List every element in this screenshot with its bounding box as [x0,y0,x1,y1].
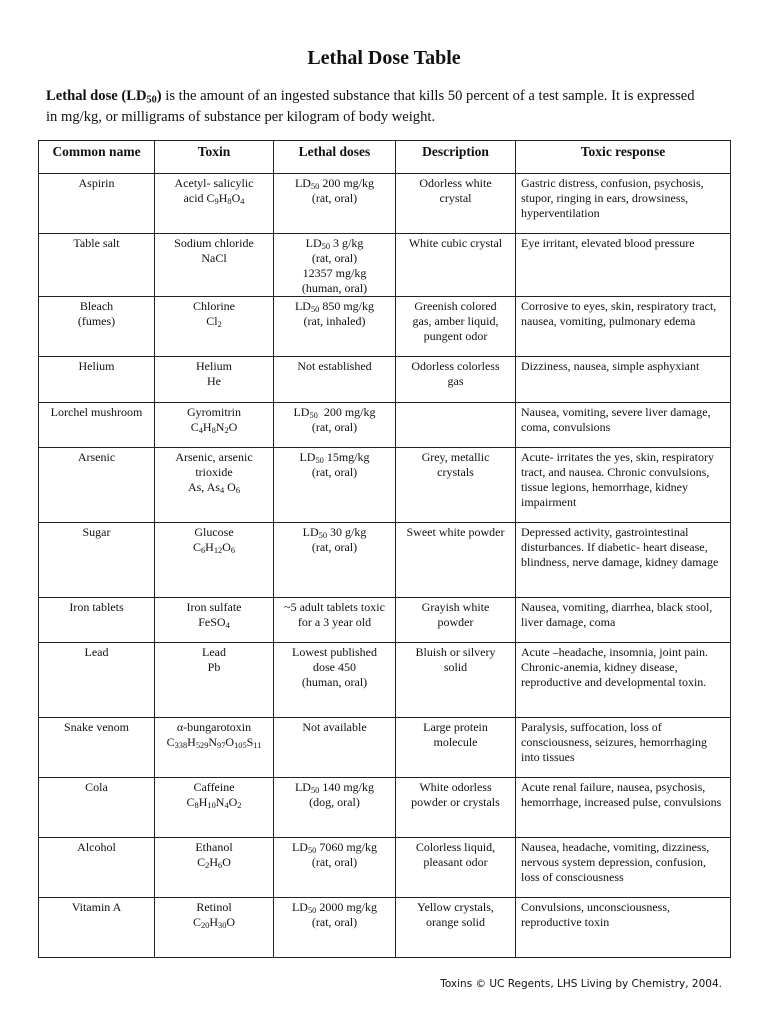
intro-text-line1: is the amount of an ingested substance that kills 50 percent of a test sample. It is expressed [161,88,695,104]
cell-toxic-response [516,403,731,448]
cell-text: Yellow crystals, [417,900,494,914]
cell-text: Gastric distress, confusion, psychosis, stupor, ringing in ears, drowsiness, hyperventilation [521,176,704,220]
cell-lethal-dose [274,357,396,403]
cell-toxin [155,174,274,234]
cell-text: molecule [433,735,478,749]
cell-description [396,403,516,448]
cell-text: Sweet white powder [406,525,505,539]
cell-common-name [39,523,155,598]
cell-text: $LD_{50}$ 15mg/kg [299,450,370,466]
cell-text: $LD_{50}$ 3 g/kg [305,236,364,252]
cell-text: As, $As_4$ $O_6$ [187,480,241,496]
cell-text: (dog, oral) [309,795,360,809]
cell-toxin [155,523,274,598]
cell-toxic-response [516,778,731,838]
intro-text-line2: in mg/kg, or milligrams of substance per kilogram of body weight. [46,109,436,125]
cell-text: Iron tablets [69,600,124,614]
cell-text: Convulsions, unconsciousness, reproductive toxin [521,900,671,929]
header-description: Description [396,141,516,174]
cell-text: powder [437,615,474,629]
cell-text: crystal [439,191,472,205]
table-row [39,297,731,357]
cell-toxic-response [516,174,731,234]
cell-text: Sodium chloride [174,236,254,250]
cell-text: pleasant odor [423,855,488,869]
table-row [39,403,731,448]
intro-term-close: ) [156,88,162,104]
cell-toxic-response [516,643,731,718]
cell-toxin [155,643,274,718]
cell-description [396,838,516,898]
cell-text: (human, oral) [301,675,368,689]
cell-lethal-dose [274,643,396,718]
cell-description [396,174,516,234]
cell-text: Not available [302,720,367,734]
cell-description [396,898,516,958]
header-toxic-response: Toxic response [516,141,731,174]
cell-text: 12357 mg/kg [302,266,367,280]
cell-text: Bluish or silvery [415,645,496,659]
cell-lethal-dose [274,838,396,898]
cell-text: Aspirin [78,176,115,190]
intro-paragraph [46,86,736,128]
cell-text: Glucose [194,525,234,539]
cell-text: Arsenic [77,450,116,464]
cell-common-name [39,234,155,297]
cell-text: He [207,374,221,388]
cell-text: Acute renal failure, nausea, psychosis, hemorrhage, increased pulse, convulsions [521,780,722,809]
cell-text: orange solid [426,915,485,929]
cell-text: Greenish colored [414,299,497,313]
table-header-row [39,141,731,174]
cell-text: Lorchel mushroom [50,405,143,419]
intro-term [46,88,162,104]
cell-text: Odorless white [419,176,492,190]
cell-toxic-response [516,297,731,357]
cell-text: Nausea, vomiting, severe liver damage, coma, convulsions [521,405,711,434]
cell-text: ~5 adult tablets toxic [284,600,385,614]
cell-text: Acute- irritates the yes, skin, respiratory tract, and nausea. Chronic convulsions, tissue legions, hemorrhage, kidney impairment [521,450,714,509]
cell-text: $C_{20}H_{30}O$ [192,915,236,931]
cell-text: gas [447,374,464,388]
cell-toxin [155,898,274,958]
cell-lethal-dose [274,778,396,838]
cell-common-name [39,598,155,643]
cell-description [396,357,516,403]
cell-text: Grayish white [421,600,490,614]
cell-lethal-dose [274,718,396,778]
cell-text: $LD_{50}$ 850 mg/kg [294,299,375,315]
cell-text: Dizziness, nausea, simple asphyxiant [521,359,700,373]
cell-toxin [155,838,274,898]
cell-text: Lowest published [292,645,377,659]
cell-text: $C_{338}H_{529}N_{97}O_{105}S_{11}$ [166,735,262,751]
cell-description [396,598,516,643]
cell-text: (rat, oral) [311,465,358,479]
cell-description [396,523,516,598]
table-row [39,778,731,838]
cell-lethal-dose [274,174,396,234]
lethal-dose-table [38,140,731,958]
cell-toxin [155,234,274,297]
cell-text: Eye irritant, elevated blood pressure [521,236,695,250]
cell-text: Vitamin A [71,900,122,914]
cell-text: Acute –headache, insomnia, joint pain. Chronic-anemia, kidney disease, reproductive and developmental toxin. [521,645,708,689]
cell-text: Sugar [82,525,111,539]
cell-text: (fumes) [77,314,116,328]
cell-toxic-response [516,718,731,778]
cell-lethal-dose [274,598,396,643]
intro-term-main: Lethal dose (LD [46,88,147,104]
cell-text: Nausea, headache, vomiting, dizziness, nervous system depression, confusion, loss of consciousness [521,840,710,884]
cell-text: White cubic crystal [408,236,503,250]
cell-toxic-response [516,598,731,643]
cell-text: NaCl [201,251,227,265]
cell-common-name [39,174,155,234]
cell-lethal-dose [274,898,396,958]
cell-common-name [39,643,155,718]
table-body [39,174,731,958]
cell-text: Iron sulfate [186,600,242,614]
cell-description [396,297,516,357]
cell-description [396,718,516,778]
cell-text: Lead [84,645,109,659]
cell-text: $C_2H_6O$ [197,855,231,871]
table-row [39,718,731,778]
cell-text: $C_6H_{12}O_6$ [192,540,236,556]
cell-text: Chlorine [193,299,235,313]
cell-text: dose 450 [313,660,356,674]
cell-description [396,448,516,523]
cell-lethal-dose [274,403,396,448]
cell-text: Grey, metallic [421,450,490,464]
cell-text: Depressed activity, gastrointestinal disturbances. If diabetic- heart disease, blindness, nerve damage, kidney damage [521,525,719,569]
cell-text: Ethanol [195,840,233,854]
cell-text: Snake venom [64,720,129,734]
cell-text: $LD_{50}$ 200 mg/kg [294,176,375,192]
cell-toxic-response [516,838,731,898]
cell-text: Colorless liquid, [415,840,496,854]
table-row [39,234,731,297]
cell-toxin [155,718,274,778]
intro-term-subscript: 50 [146,94,157,106]
cell-text: (rat, oral) [311,540,358,554]
cell-text: Gyromitrin [187,405,241,419]
cell-common-name [39,448,155,523]
header-common-name: Common name [39,141,155,174]
cell-toxin [155,778,274,838]
cell-text: $LD_{50}$ 200 mg/kg [293,405,376,421]
cell-text: pungent odor [423,329,488,343]
cell-toxic-response [516,898,731,958]
cell-text: Odorless colorless [411,359,500,373]
cell-text: gas, amber liquid, [412,314,499,328]
cell-toxic-response [516,448,731,523]
cell-text: $LD_{50}$ 2000 mg/kg [291,900,378,916]
cell-text: Arsenic, arsenic [175,450,253,464]
table-row [39,523,731,598]
cell-description [396,778,516,838]
cell-text: (rat, oral) [311,855,358,869]
cell-text: $LD_{50}$ 7060 mg/kg [291,840,378,856]
table-row [39,898,731,958]
cell-text: Acetyl- salicylic [174,176,254,190]
cell-text: $LD_{50}$ 140 mg/kg [294,780,375,796]
cell-lethal-dose [274,234,396,297]
table-row [39,838,731,898]
cell-text: $Cl_2$ [206,314,222,330]
cell-common-name [39,403,155,448]
cell-common-name [39,898,155,958]
cell-toxic-response [516,234,731,297]
cell-toxic-response [516,523,731,598]
cell-common-name [39,297,155,357]
cell-common-name [39,718,155,778]
table-row [39,174,731,234]
cell-text: White odorless [419,780,492,794]
table-row [39,357,731,403]
cell-text: Table salt [73,236,120,250]
cell-text: acid $C_9H_8O_4$ [183,191,245,207]
cell-text: α-bungarotoxin [176,720,252,734]
header-toxin: Toxin [155,141,274,174]
cell-toxin [155,297,274,357]
cell-text: Alcohol [77,840,116,854]
cell-text: Bleach [79,299,114,313]
cell-lethal-dose [274,297,396,357]
cell-text: $C_4H_8N_2O$ [190,420,238,436]
table-row [39,643,731,718]
cell-text: Helium [196,359,232,373]
header-lethal-doses: Lethal doses [274,141,396,174]
cell-text: Not established [297,359,372,373]
cell-text: for a 3 year old [297,615,372,629]
cell-text: Retinol [196,900,232,914]
cell-text: Corrosive to eyes, skin, respiratory tract, nausea, vomiting, pulmonary edema [521,299,717,328]
cell-common-name [39,778,155,838]
cell-text: Lead [202,645,226,659]
cell-text: Pb [207,660,221,674]
cell-text: Large protein [423,720,488,734]
cell-text: crystals [437,465,474,479]
cell-text: solid [443,660,468,674]
cell-toxin [155,357,274,403]
cell-text: $C_8H_{10}N_4O_2$ [186,795,242,811]
cell-text: (rat, oral) [311,915,358,929]
cell-text: (rat, oral) [311,191,358,205]
cell-lethal-dose [274,448,396,523]
cell-text: FeSO$_4$ [198,615,230,631]
cell-text: (rat, oral) [311,420,358,434]
cell-text: Paralysis, suffocation, loss of consciousness, seizures, hemorrhaging into tissues [521,720,707,764]
cell-text: Nausea, vomiting, diarrhea, black stool, liver damage, coma [521,600,713,629]
cell-text: powder or crystals [411,795,500,809]
cell-toxin [155,448,274,523]
cell-text: Caffeine [193,780,235,794]
copyright-footer: Toxins © UC Regents, LHS Living by Chemistry, 2004. [440,978,722,990]
cell-text: (rat, inhaled) [303,314,366,328]
cell-description [396,643,516,718]
cell-common-name [39,357,155,403]
table-row [39,448,731,523]
cell-text: $LD_{50}$ 30 g/kg [302,525,367,541]
cell-text: Cola [85,780,108,794]
cell-toxic-response [516,357,731,403]
page-title: Lethal Dose Table [307,47,461,69]
cell-text: trioxide [195,465,233,479]
table-row [39,598,731,643]
cell-text: (human, oral) [301,281,368,295]
cell-text: (rat, oral) [311,251,358,265]
cell-toxin [155,598,274,643]
cell-lethal-dose [274,523,396,598]
cell-description [396,234,516,297]
cell-common-name [39,838,155,898]
cell-toxin [155,403,274,448]
cell-text: Helium [78,359,115,373]
